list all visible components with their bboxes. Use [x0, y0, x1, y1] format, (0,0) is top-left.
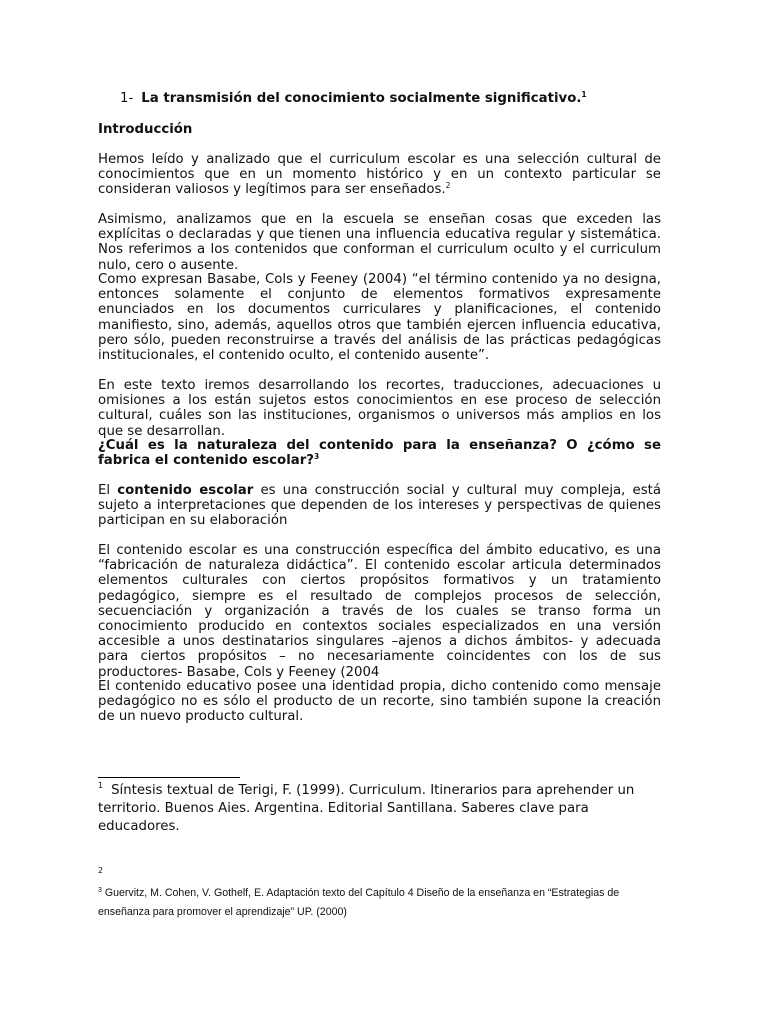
paragraph-7: El contenido educativo posee una identidad propia, dicho contenido como mensaje pedagógico no es sólo el producto de un recorte, sino también supone la creación de un nuevo producto cultural. [98, 679, 661, 725]
footnote-1-mark: 1 [98, 781, 104, 790]
paragraph-1-text: Hemos leído y analizado que el curriculum escolar es una selección cultural de conocimientos que en un momento histórico y en un contexto particular se consideran valiosos y legítimos para ser enseñados. [98, 152, 661, 198]
paragraph-4: En este texto iremos desarrollando los recortes, traducciones, adecuaciones u omisiones a los están sujetos estos conocimientos en ese proceso de selección cultural, cuáles son las instituciones, organismos o universos más amplios en los que se desarrollan. [98, 378, 661, 439]
footnote-ref-1: 1 [581, 90, 587, 99]
paragraph-5-start: El [98, 483, 118, 498]
footnote-3-mark: 3 [98, 887, 102, 894]
footnote-separator [98, 777, 240, 778]
footnote-ref-3: 3 [314, 452, 320, 462]
question-heading [98, 438, 661, 468]
paragraph-6: El contenido escolar es una construcción específica del ámbito educativo, es una “fabricación de naturaleza didáctica”. El contenido escolar articula determinados elementos culturales con ciertos propósitos formativos y un tratamiento pedagógico, siempre es el resultado de complejos procesos de selección, secuenciación y organización a través de los cuales se transo forma un conocimiento producido en contextos sociales especializados en una versión accesible a unos destinatarios singulares –ajenos a dichos ámbitos- y adecuada para ciertos propósitos – no necesariamente coincidentes con los de sus productores- Basabe, Cols y Feeney (2004 [98, 543, 661, 680]
section-title [120, 91, 683, 106]
footnote-3-text: Guervitz, M. Cohen, V. Gothelf, E. Adaptación texto del Capítulo 4 Diseño de la enseñanza en “Estrategias de enseñanza para promover el aprendizaje” UP. (2000) [98, 887, 620, 918]
footnote-ref-2: 2 [445, 181, 451, 191]
paragraph-3: Como expresan Basabe, Cols y Feeney (2004) “el término contenido ya no designa, entonces solamente el conjunto de elementos formativos expresamente enunciados en los documentos curriculares y planificaciones, el contenido manifiesto, sino, además, aquellos otros que también ejercen influencia educativa, pero sólo, pueden reconstruirse a través del análisis de las prácticas pedagógicas institucionales, el contenido oculto, el contenido ausente”. [98, 272, 661, 364]
paragraph-5 [98, 483, 661, 529]
footnote-2: 2 [98, 866, 104, 875]
section-number: 1- [120, 91, 134, 106]
contenido-escolar-bold: contenido escolar [117, 483, 254, 498]
paragraph-5-rest: es una construcción social y cultural muy compleja, está sujeto a interpretaciones que dependen de los intereses y perspectivas de quienes participan en su elaboración [98, 483, 661, 529]
paragraph-2: Asimismo, analizamos que en la escuela se enseñan cosas que exceden las explícitas o declaradas y que tienen una influencia educativa regular y sistemática. Nos referimos a los contenidos que conforman el curriculum oculto y el curriculum nulo, cero o ausente. [98, 212, 661, 273]
question-heading-text: ¿Cuál es la naturaleza del contenido para la enseñanza? O ¿cómo se fabrica el contenido escolar? [98, 438, 661, 469]
paragraph-1 [98, 152, 661, 198]
intro-heading: Introducción [98, 122, 193, 137]
footnote-3 [98, 884, 661, 922]
section-title-text: La transmisión del conocimiento socialmente significativo. [141, 91, 582, 106]
footnote-1-text: Síntesis textual de Terigi, F. (1999). Curriculum. Itinerarios para aprehender un territorio. Buenos Aies. Argentina. Editorial Santillana. Saberes clave para educadores. [98, 783, 635, 834]
footnote-1 [98, 782, 661, 836]
